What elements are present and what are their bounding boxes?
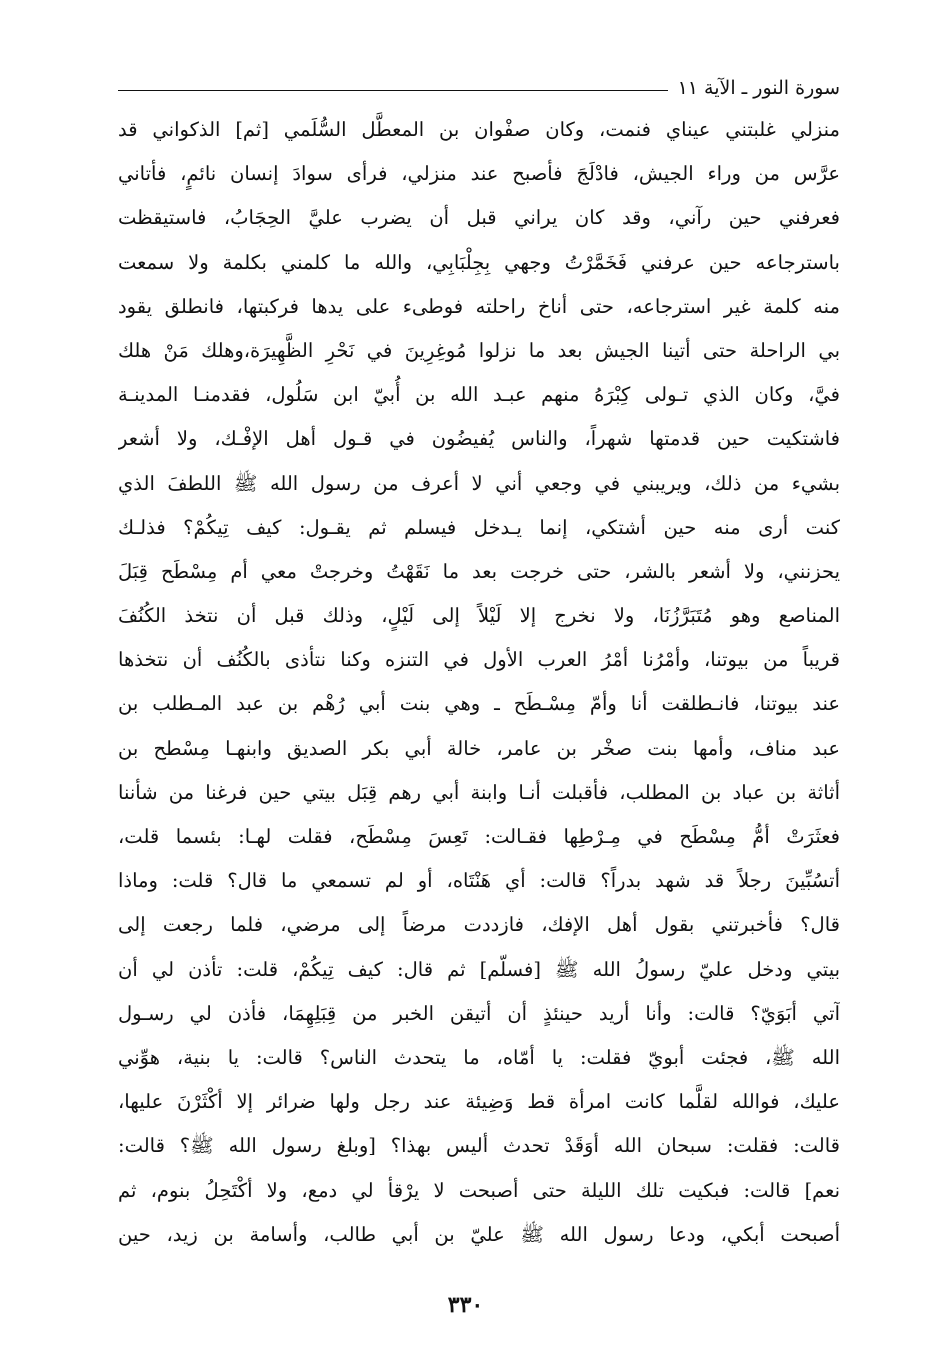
text-line: قالت: فقلت: سبحان الله أوَقَدْ تحدث أليس بهذا؟ [وبلغ رسول الله ﷺ؟ قالت: <box>118 1134 840 1158</box>
text-line: عليك، فوالله لقلَّما كانت امرأة قط وَضِيئة عند رجل ولها ضرائر إلا أكْثَرْنَ عليها، <box>118 1090 840 1114</box>
text-line: فعثَرَتْ أمُّ مِسْطَح في مِـرْطِها فقـالت: تَعِسَ مِسْطَح، فقلت لهـا: بئسما قلت، <box>118 825 840 848</box>
text-line: فاشتكيت حين قدمتها شهراً، والناس يُفيضُون في قـول أهل الإفْـك، ولا أشعر <box>118 427 840 451</box>
text-line: الله ﷺ، فجئت أبويّ فقلت: يا أمّاه، ما يتحدث الناس؟ قالت: يا بنية، هوِّني <box>118 1045 840 1069</box>
text-line: بيتي ودخل عليّ رسولُ الله ﷺ [فسلّم] ثم قال: كيف تِيكُمْ، قلت: تأذن لي أن <box>118 957 840 981</box>
text-line: فيَّ، وكان الذي تـولى كِبْرَهُ منهم عبـد الله بن أُبيّ ابن سَلُول، فقدمنـا المدينـة <box>118 383 840 407</box>
text-line: باسترجاعه حين عرفني فَخَمَّرْتُ وجهي بِجِلْبَابِي، والله ما كلمني بكلمة ولا سمعت <box>118 250 840 274</box>
text-line: فعرفني حين رآني، وقد كان يراني قبل أن يضرب عليَّ الحِجَابُ، فاستيقظت <box>118 206 840 230</box>
text-body <box>118 108 840 1257</box>
text-line: قريباً من بيوتنا، وأمْرُنا أمْرُ العرب الأول في التنزه وكنا نتأذى بالكُنُف أن نتخذها <box>118 648 840 672</box>
text-line: يحزنني، ولا أشعر بالشر، حتى خرجت بعد ما نَقَهْتُ وخرجتْ معي أم مِسْطَح قِبَلَ <box>118 559 840 583</box>
text-line: منزلي غلبتني عيناي فنمت، وكان صفْوان بن المعطَّل السُّلَمي [ثم] الذكواني قد <box>118 118 840 141</box>
running-title: سورة النور ـ الآية ١١ <box>677 77 840 99</box>
text-line: أثاثة بن عباد بن المطلب، فأقبلت أنـا وابنة أبي رهم قِبَل بيتي حين فرغنا من شأننا <box>118 780 840 804</box>
running-header <box>118 70 840 106</box>
text-line: بي الراحلة حتى أتينا الجيش بعد ما نزلوا مُوغِرِينَ في نَحْرِ الظَّهِيرَة،وهلك مَنْ هلك <box>118 338 840 362</box>
header-rule <box>118 90 668 91</box>
text-line: آتي أبَوَيّ؟ قالت: وأنا أريد حينئذٍ أن أتيقن الخبر من قِبَلِهِمَا، فأذن لي رسـول <box>118 1001 840 1025</box>
text-line: بشيء من ذلك، ويريبني في وجعي أني لا أعرف من رسول الله ﷺ اللطفَ الذي <box>118 471 840 495</box>
text-line: عند بيوتنا، فانـطلقت أنا وأمّ مِسْـطَح ـ وهي بنت أبي رُهْم بن عبد المـطلب بن <box>118 692 840 716</box>
text-line: عرَّس من وراء الجيش، فادْلَجَ فأصبح عند منزلي، فرأى سوادَ إنسان نائمٍ، فأتاني <box>118 162 840 186</box>
text-line: منه كلمة غير استرجاعه، حتى أناخ راحلته فوطىء على يدها فركبتها، فانطلق يقود <box>118 294 840 318</box>
text-line: أصبحت أبكي، ودعا رسول الله ﷺ عليّ بن أبي طالب، وأسامة بن زيد، حين <box>118 1222 840 1246</box>
text-line: المناصع وهو مُتَبَرَّزُنَا، ولا نخرج إلا لَيْلاً إلى لَيْلٍ، وذلك قبل أن نتخذ الكُنُفَ <box>118 604 840 628</box>
text-line: قال؟ فأخبرتني بقول أهل الإفك، فازددت مرضاً إلى مرضي، فلما رجعت إلى <box>118 913 840 937</box>
page-number: ٣٣٠ <box>447 1292 484 1318</box>
text-line: أتسُبِّينَ رجلاً قد شهد بدراً؟ قالت: أي هَنْتَاه، أو لم تسمعي ما قال؟ قلت: وماذا <box>118 869 840 893</box>
text-line: نعم] قالت: فبكيت تلك الليلة حتى أصبحت لا يرْقأ لي دمع، ولا أكْتَحِلُ بنوم، ثم <box>118 1178 840 1202</box>
text-line: عبد مناف، وأمها بنت صخْر بن عامر، خالة أبي بكر الصديق وابنهـا مِسْطح بن <box>118 736 840 760</box>
text-line: كنت أرى منه حين أشتكي، إنما يـدخل فيسلم ثم يقـول: كيف تِيكُمْ؟ فذلـك <box>118 515 840 539</box>
